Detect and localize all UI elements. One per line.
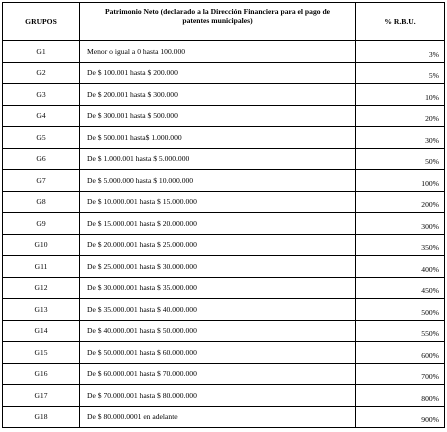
group-cell: G2 <box>3 62 80 84</box>
group-cell: G14 <box>3 320 80 342</box>
table-header-row <box>3 3 445 41</box>
range-cell: De $ 20.000.001 hasta $ 25.000.000 <box>80 234 356 256</box>
table-row <box>3 234 445 256</box>
percent-cell: 200% <box>356 191 445 213</box>
percent-cell: 400% <box>356 256 445 278</box>
table-row <box>3 363 445 385</box>
table-row <box>3 342 445 364</box>
percent-cell: 20% <box>356 105 445 127</box>
group-cell: G9 <box>3 213 80 235</box>
table-row <box>3 148 445 170</box>
group-cell: G6 <box>3 148 80 170</box>
percent-cell: 600% <box>356 342 445 364</box>
percent-cell: 450% <box>356 277 445 299</box>
group-cell: G5 <box>3 127 80 149</box>
range-cell: De $ 500.001 hasta$ 1.000.000 <box>80 127 356 149</box>
range-cell: De $ 30.000.001 hasta $ 35.000.000 <box>80 277 356 299</box>
group-cell: G12 <box>3 277 80 299</box>
range-cell: De $ 60.000.001 hasta $ 70.000.000 <box>80 363 356 385</box>
table-row <box>3 127 445 149</box>
percent-cell: 700% <box>356 363 445 385</box>
range-cell: De $ 35.000.001 hasta $ 40.000.000 <box>80 299 356 321</box>
group-cell: G4 <box>3 105 80 127</box>
range-cell: De $ 70.000.001 hasta $ 80.000.000 <box>80 385 356 407</box>
percent-cell: 50% <box>356 148 445 170</box>
patrimony-table <box>2 2 445 428</box>
range-cell: De $ 5.000.000 hasta $ 10.000.000 <box>80 170 356 192</box>
percent-cell: 30% <box>356 127 445 149</box>
group-cell: G13 <box>3 299 80 321</box>
percent-cell: 300% <box>356 213 445 235</box>
group-cell: G1 <box>3 41 80 63</box>
range-cell: De $ 80.000.0001 en adelante <box>80 406 356 428</box>
percent-cell: 100% <box>356 170 445 192</box>
percent-cell: 900% <box>356 406 445 428</box>
range-cell: De $ 25.000.001 hasta $ 30.000.000 <box>80 256 356 278</box>
group-cell: G15 <box>3 342 80 364</box>
table-row <box>3 191 445 213</box>
range-cell: De $ 10.000.001 hasta $ 15.000.000 <box>80 191 356 213</box>
percent-cell: 5% <box>356 62 445 84</box>
range-cell: De $ 40.000.001 hasta $ 50.000.000 <box>80 320 356 342</box>
header-percent: % R.B.U. <box>356 3 445 41</box>
group-cell: G18 <box>3 406 80 428</box>
group-cell: G8 <box>3 191 80 213</box>
range-cell: De $ 15.000.001 hasta $ 20.000.000 <box>80 213 356 235</box>
table-row <box>3 299 445 321</box>
table-row <box>3 406 445 428</box>
percent-cell: 10% <box>356 84 445 106</box>
table-row <box>3 62 445 84</box>
table-row <box>3 170 445 192</box>
table-row <box>3 84 445 106</box>
table-row <box>3 320 445 342</box>
percent-cell: 500% <box>356 299 445 321</box>
range-cell: De $ 50.000.001 hasta $ 60.000.000 <box>80 342 356 364</box>
table-row <box>3 213 445 235</box>
group-cell: G16 <box>3 363 80 385</box>
range-cell: De $ 1.000.001 hasta $ 5.000.000 <box>80 148 356 170</box>
group-cell: G11 <box>3 256 80 278</box>
range-cell: De $ 100.001 hasta $ 200.000 <box>80 62 356 84</box>
group-cell: G7 <box>3 170 80 192</box>
table-row <box>3 277 445 299</box>
header-patrimony: Patrimonio Neto (declarado a la Dirección Financiera para el pago de patentes municipales) <box>80 3 356 41</box>
header-groups: GRUPOS <box>3 3 80 41</box>
percent-cell: 800% <box>356 385 445 407</box>
table-row <box>3 256 445 278</box>
table-row <box>3 105 445 127</box>
group-cell: G3 <box>3 84 80 106</box>
table-row <box>3 385 445 407</box>
range-cell: De $ 300.001 hasta $ 500.000 <box>80 105 356 127</box>
percent-cell: 550% <box>356 320 445 342</box>
range-cell: De $ 200.001 hasta $ 300.000 <box>80 84 356 106</box>
group-cell: G10 <box>3 234 80 256</box>
percent-cell: 350% <box>356 234 445 256</box>
range-cell: Menor o igual a 0 hasta 100.000 <box>80 41 356 63</box>
patrimony-table-container <box>2 2 444 428</box>
table-body <box>3 41 445 428</box>
group-cell: G17 <box>3 385 80 407</box>
table-row <box>3 41 445 63</box>
percent-cell: 3% <box>356 41 445 63</box>
